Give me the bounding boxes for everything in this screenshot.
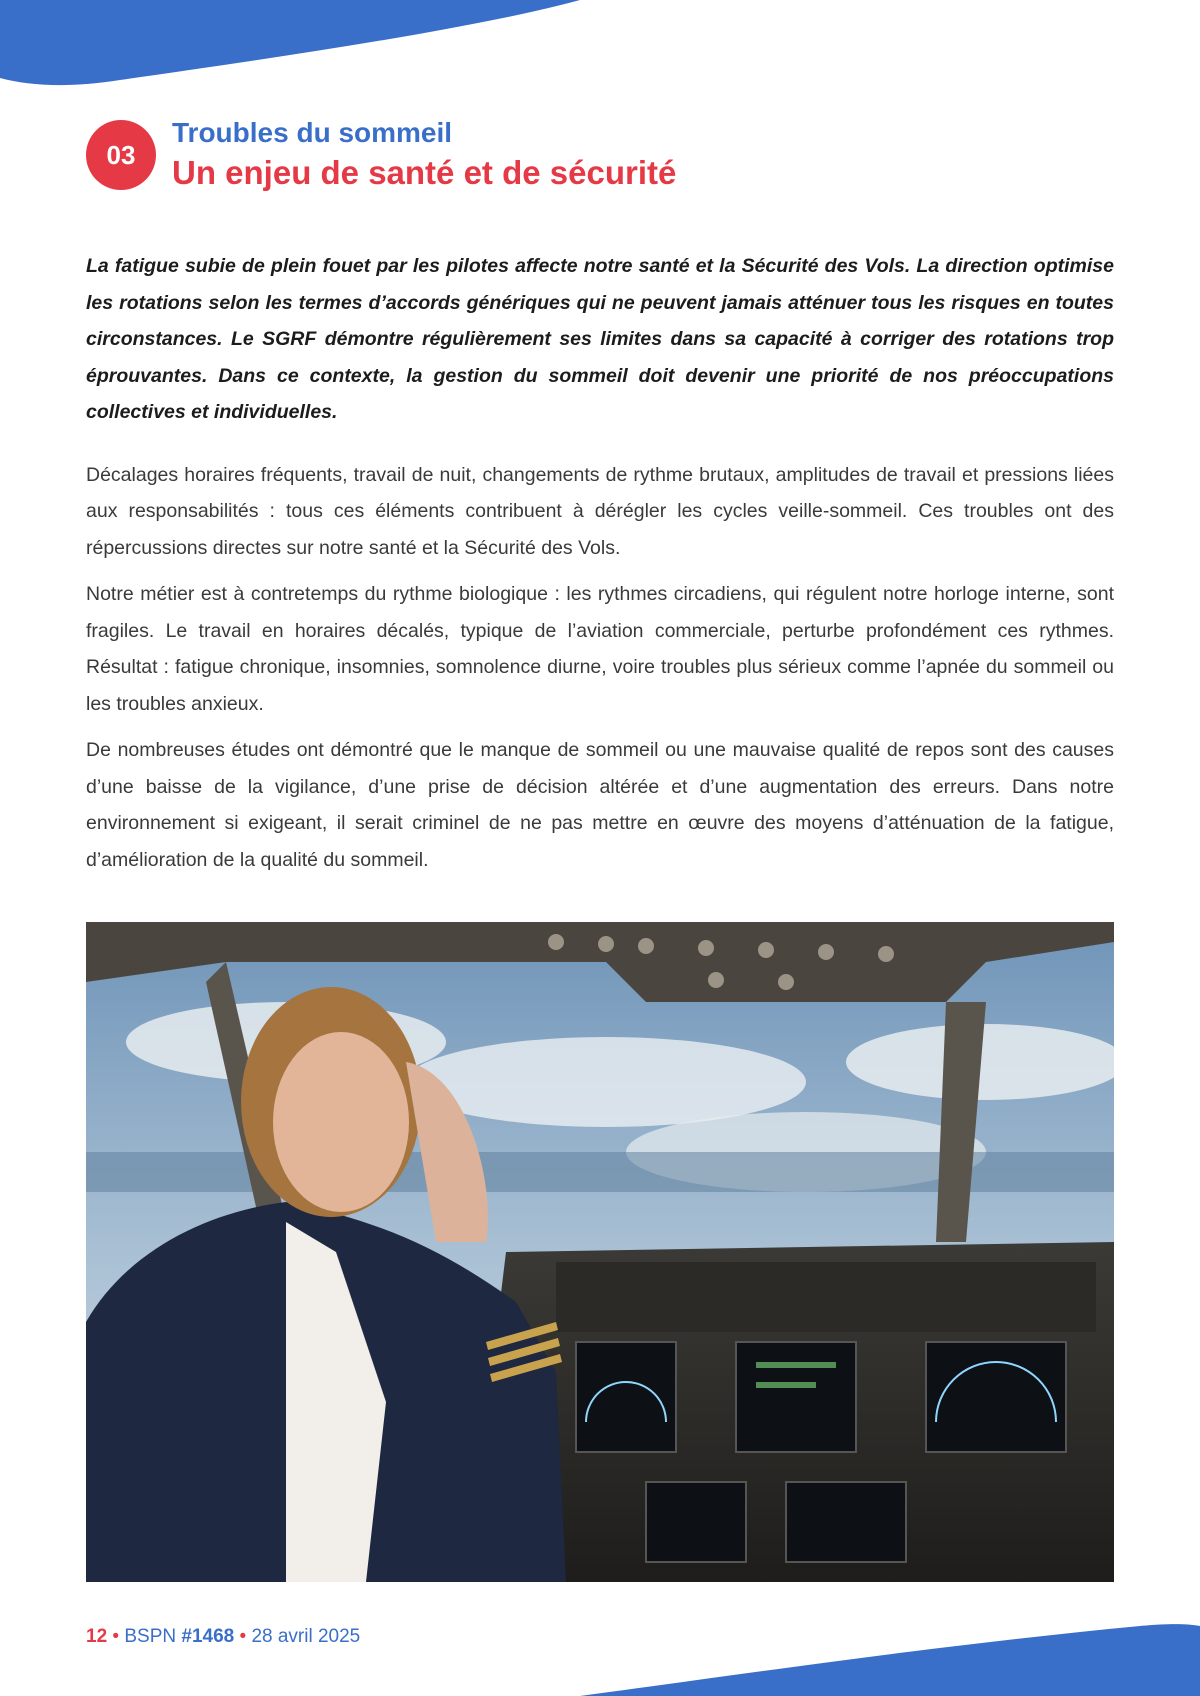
lead-paragraph: La fatigue subie de plein fouet par les pilotes affecte notre santé et la Sécurité des Vols. La direction optimise les rotations selon les termes d’accords génériques qui ne peuvent jamais atténuer tous les risques en toutes circonstances. Le SGRF démontre régulièrement ses limites dans sa capacité à corriger des rotations trop éprouvantes. Dans ce contexte, la gestion du sommeil doit devenir une priorité de nos préoccupations collectives et individuelles. bbox=[86, 255, 1114, 423]
section-kicker: Troubles du sommeil bbox=[172, 117, 453, 148]
footer-separator: • bbox=[112, 1626, 120, 1647]
publication-name: BSPN bbox=[124, 1626, 177, 1647]
issue-date: 28 avril 2025 bbox=[251, 1626, 361, 1647]
section-number-badge: 03 bbox=[86, 120, 156, 190]
bottom-wave-decoration bbox=[580, 1606, 1200, 1696]
top-wave-decoration bbox=[0, 0, 600, 90]
article-body bbox=[86, 248, 1114, 888]
page-number: 12 bbox=[86, 1626, 108, 1647]
page-footer bbox=[86, 1626, 360, 1648]
footer-separator: • bbox=[239, 1626, 247, 1647]
page-title: Un enjeu de santé et de sécurité bbox=[172, 154, 677, 191]
body-paragraph: Décalages horaires fréquents, travail de nuit, changements de rythme brutaux, amplitudes de travail et pressions liées aux responsabilités : tous ces éléments contribuent à dérégler les cycles veille-sommeil. Ces troubles ont des répercussions directes sur notre santé et la Sécurité des Vols. bbox=[86, 463, 1114, 559]
issue-number: #1468 bbox=[181, 1626, 235, 1647]
body-paragraph: De nombreuses études ont démontré que le manque de sommeil ou une mauvaise qualité de repos sont des causes d’une baisse de la vigilance, d’une prise de décision altérée et d’une augmentation des erreurs. Dans notre environnement si exigeant, il serait criminel de ne pas mettre en œuvre des moyens d’atténuation de la fatigue, d’amélioration de la qualité du sommeil. bbox=[86, 739, 1114, 871]
cockpit-photo bbox=[86, 922, 1114, 1582]
body-paragraph: Notre métier est à contretemps du rythme biologique : les rythmes circadiens, qui régulent notre horloge interne, sont fragiles. Le travail en horaires décalés, typique de l’aviation commerciale, perturbe profondément ces rythmes. Résultat : fatigue chronique, insomnies, somnolence diurne, voire troubles plus sérieux comme l’apnée du sommeil ou les troubles anxieux. bbox=[86, 583, 1114, 715]
